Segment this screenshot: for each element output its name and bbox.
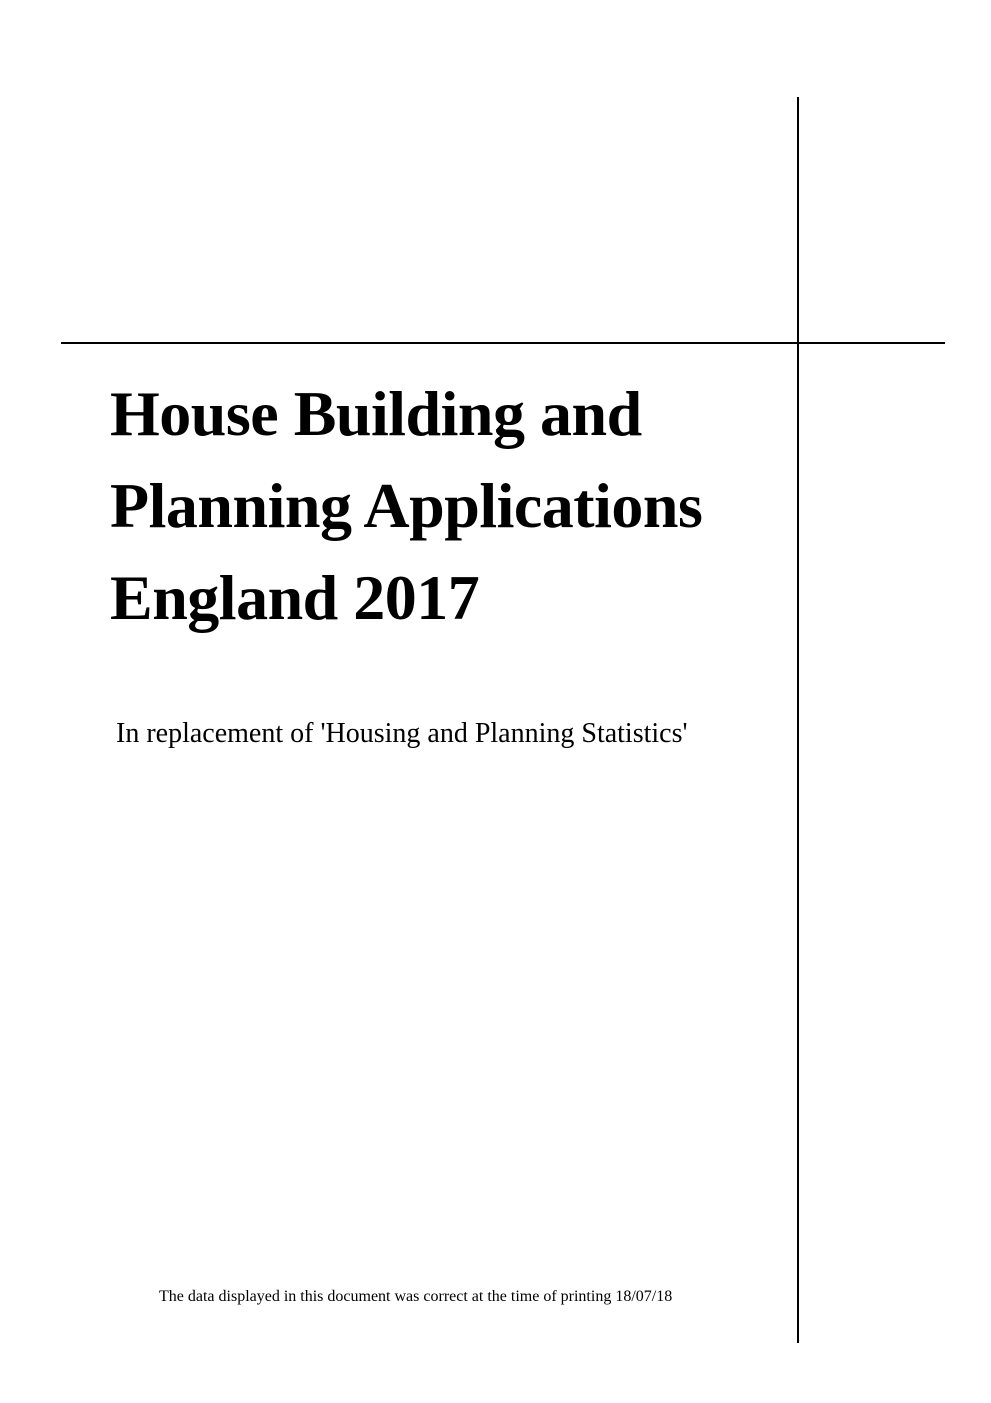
vertical-rule bbox=[797, 97, 799, 1343]
title-line-1: House Building and bbox=[110, 378, 642, 449]
printing-footnote: The data displayed in this document was correct at the time of printing 18/07/18 bbox=[159, 1288, 673, 1305]
document-title bbox=[110, 368, 790, 644]
horizontal-rule bbox=[61, 342, 945, 344]
title-line-2: Planning Applications bbox=[110, 470, 703, 541]
document-subtitle: In replacement of 'Housing and Planning Statistics' bbox=[116, 718, 688, 749]
title-line-3: England 2017 bbox=[110, 562, 480, 633]
